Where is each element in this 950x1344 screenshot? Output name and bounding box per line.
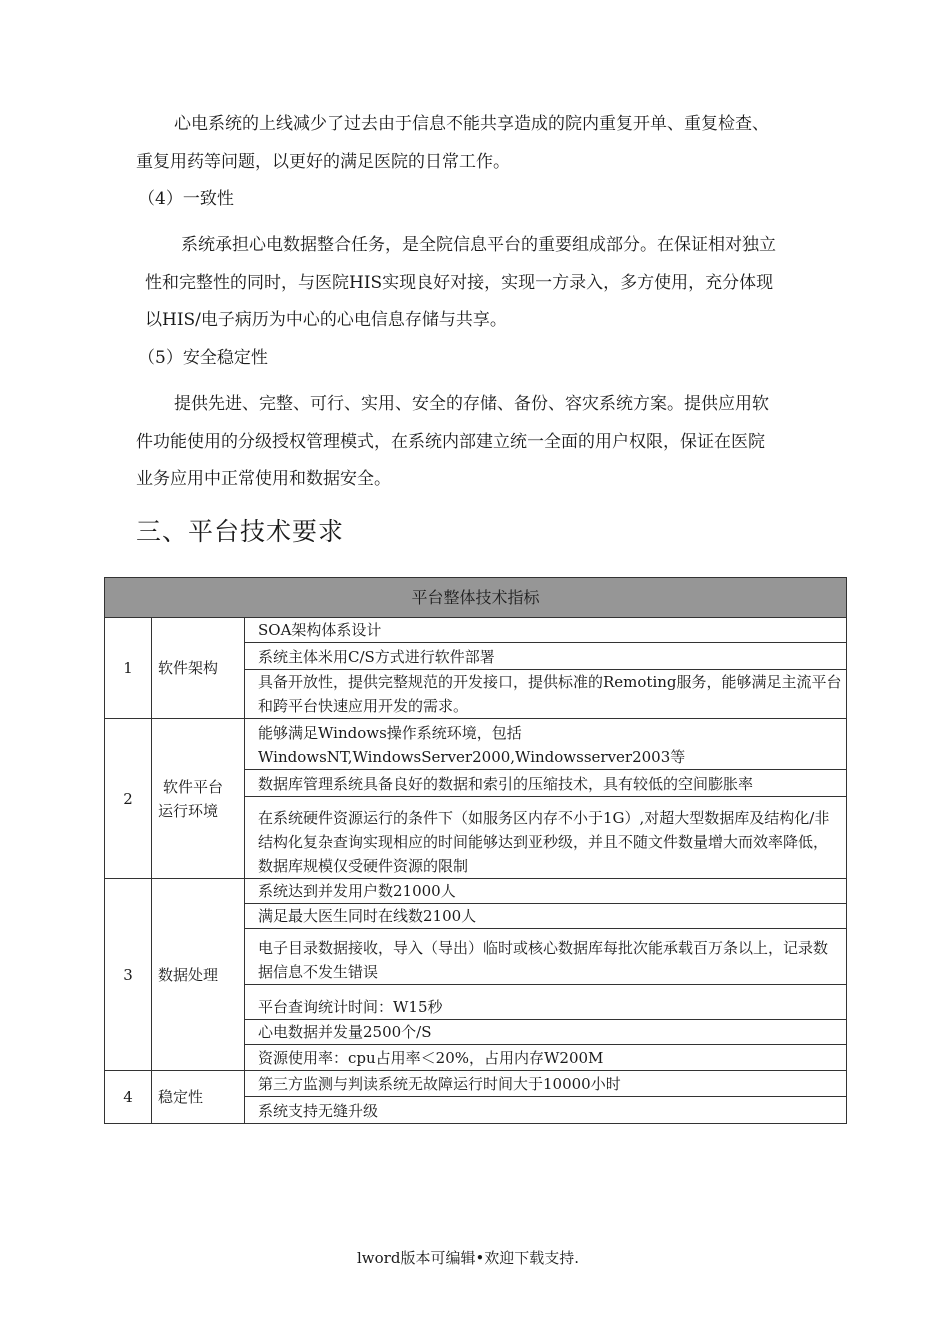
paragraph-3-line-3: 业务应用中正常使用和数据安全。 bbox=[136, 469, 391, 489]
paragraph-3-line-1: 提供先进、完整、可行、实用、安全的存储、备份、容灾系统方案。提供应用软 bbox=[174, 394, 769, 414]
spec-item: 具备开放性，提供完整规范的开发接口，提供标准的Remoting服务，能够满足主流平台和跨平台快速应用开发的需求。 bbox=[245, 670, 847, 719]
spec-item: 平台查询统计时间：W15秒 bbox=[245, 985, 847, 1020]
paragraph-3-line-2: 件功能使用的分级授权管理模式，在系统内部建立统一全面的用户权限，保证在医院 bbox=[136, 432, 765, 452]
group-category-line-2: 运行环境 bbox=[158, 801, 219, 820]
table-row bbox=[105, 1071, 847, 1097]
table-row bbox=[105, 719, 847, 770]
table-title-row bbox=[105, 578, 847, 618]
group-category: 数据处理 bbox=[152, 879, 245, 1071]
paragraph-2-line-3: 以HIS/电子病历为中心的心电信息存储与共享。 bbox=[145, 310, 507, 330]
spec-item: SOA架构体系设计 bbox=[245, 618, 847, 643]
group-number: 4 bbox=[105, 1071, 152, 1124]
group-category: 稳定性 bbox=[152, 1071, 245, 1124]
spec-item: 能够满足Windows操作系统环境，包括WindowsNT,WindowsServer2000,Windowsserver2003等 bbox=[245, 719, 847, 770]
subheading-consistency: （4）一致性 bbox=[138, 189, 234, 209]
spec-item: 系统支持无缝升级 bbox=[245, 1097, 847, 1124]
paragraph-2-line-1: 系统承担心电数据整合任务，是全院信息平台的重要组成部分。在保证相对独立 bbox=[181, 235, 776, 255]
spec-item: 满足最大医生同时在线数2100人 bbox=[245, 904, 847, 929]
group-number: 2 bbox=[105, 719, 152, 879]
spec-item: 系统主体米用C/S方式进行软件部署 bbox=[245, 643, 847, 670]
group-category-line-1: 软件平台 bbox=[163, 777, 224, 796]
group-category: 软件架构 bbox=[152, 618, 245, 719]
tech-spec-table bbox=[104, 577, 847, 1124]
spec-item: 在系统硬件资源运行的条件下（如服务区内存不小于1G）,对超大型数据库及结构化/非结构化复杂查询实现相应的时间能够达到亚秒级，并且不随文件数量增大而效率降低，数据库规模仅受硬件资源的限制 bbox=[245, 797, 847, 879]
section-heading: 三、平台技术要求 bbox=[136, 517, 345, 546]
spec-item: 资源使用率：cpu占用率＜20%，占用内存W200M bbox=[245, 1045, 847, 1071]
table-row bbox=[105, 879, 847, 904]
group-number: 3 bbox=[105, 879, 152, 1071]
spec-item: 心电数据并发量2500个/S bbox=[245, 1020, 847, 1045]
paragraph-1-line-2: 重复用药等问题，以更好的满足医院的日常工作。 bbox=[136, 152, 510, 172]
table-row bbox=[105, 618, 847, 643]
table-title: 平台整体技术指标 bbox=[105, 578, 847, 618]
paragraph-1-line-1: 心电系统的上线减少了过去由于信息不能共享造成的院内重复开单、重复检查、 bbox=[174, 114, 769, 134]
paragraph-2-line-2: 性和完整性的同时，与医院HIS实现良好对接，实现一方录入，多方使用，充分体现 bbox=[145, 273, 774, 293]
footer-note: lword版本可编辑•欢迎下载支持. bbox=[357, 1249, 580, 1267]
spec-item: 电子目录数据接收，导入（导出）临时或核心数据库每批次能承载百万条以上，记录数据信息不发生错误 bbox=[245, 929, 847, 985]
spec-item: 第三方监测与判读系统无故障运行时间大于10000小时 bbox=[245, 1071, 847, 1097]
group-number: 1 bbox=[105, 618, 152, 719]
subheading-security-stability: （5）安全稳定性 bbox=[138, 348, 268, 368]
spec-item: 系统达到并发用户数21000人 bbox=[245, 879, 847, 904]
group-category bbox=[152, 719, 245, 879]
spec-item: 数据库管理系统具备良好的数据和索引的压缩技术，具有较低的空间膨胀率 bbox=[245, 770, 847, 797]
